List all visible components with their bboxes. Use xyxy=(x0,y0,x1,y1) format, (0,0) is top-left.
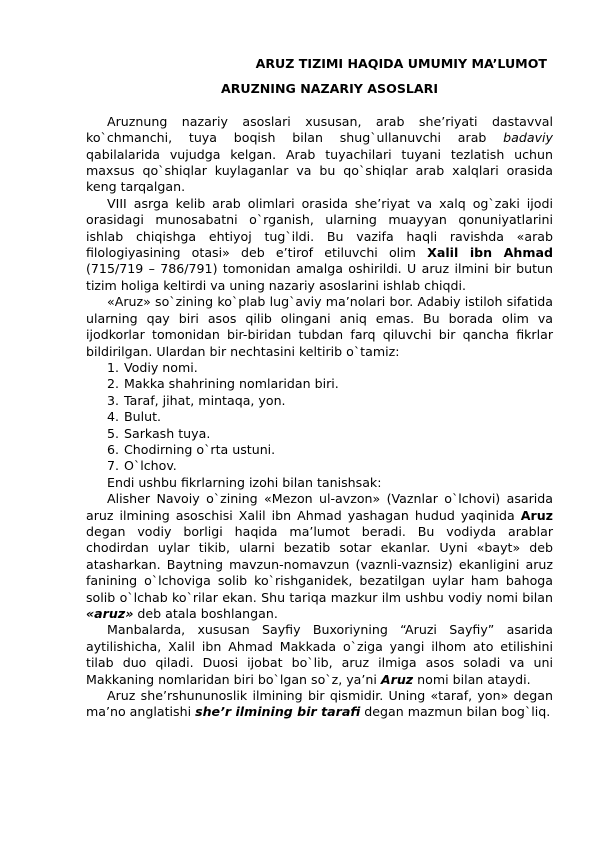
paragraph-7 xyxy=(86,688,553,721)
list-item xyxy=(86,426,553,442)
paragraph-7-text-a: Aruz she’rshununoslik ilmining bir qismidir. Uning «taraf, yon» degan ma’no anglatishi xyxy=(86,688,553,720)
paragraph-6-text-a: Manbalarda, xususan Sayfiy Buxoriyning “Aruzi Sayfiy” asarida aytilishicha, Xalil ibn Ahmad Makkada o`ziga yangi ilhom ato etilishini tilab duo qiladi. Duosi ijobat bo`lib, aruz ilmiga asos soladi va uni Makkaning nomlaridan biri bo`lgan so`z, ya’ni xyxy=(86,622,553,687)
paragraph-7-text-c: degan mazmun bilan bog`liq. xyxy=(360,704,551,720)
list-item-number: 6. xyxy=(107,441,120,457)
paragraph-1-italic-term: badaviy xyxy=(503,130,553,146)
paragraph-5-bold-term: Aruz xyxy=(520,507,553,523)
list-item xyxy=(86,376,553,392)
paragraph-5-text-e: deb atala boshlangan. xyxy=(133,606,278,621)
paragraph-6-bold-italic-term: Aruz xyxy=(380,671,414,687)
list-item xyxy=(86,458,553,474)
list-item-number: 1. xyxy=(107,359,120,375)
paragraph-7-bold-italic-phrase: she’r ilmining bir tarafi xyxy=(195,704,361,720)
paragraph-6-text-c: nomi bilan ataydi. xyxy=(413,671,531,687)
paragraph-4: Endi ushbu fikrlarning izohi bilan tanishsak: xyxy=(107,474,382,490)
list-item-text: Chodirning o`rta ustuni. xyxy=(124,441,276,457)
list-item-number: 4. xyxy=(107,409,120,425)
list-item-text: Bulut. xyxy=(124,409,162,425)
list-item xyxy=(86,442,553,458)
list-item-text: Makka shahrining nomlaridan biri. xyxy=(124,376,339,392)
list-item-number: 5. xyxy=(107,425,120,441)
list-item-text: Sarkash tuya. xyxy=(124,425,211,441)
paragraph-2-text-a: VIII asrga kelib arab olimlari orasida she’riyat va xalq og`zaki ijodi orasidagi munosabatni o`rganish, ularning muayyan qonuniyatlarini ishlab chiqishga ehtiyoj tug`ildi. Bu vazifa haqli ravishda «arab filologiyasining otasi» deb e’tirof etiluvchi olim xyxy=(86,195,553,261)
document-page xyxy=(86,56,553,721)
paragraph-3: «Aruz» so`zining ko`plab lug`aviy ma’nolari bor. Adabiy istiloh sifatida ularning qay biri asos qilib olingani aniq emas. Bu borada olim va ijodkorlar tomonidan bir-biridan tubdan farq qiluvchi bir qancha fikrlar bildirilgan. Ulardan bir nechtasini keltirib o`tamiz: xyxy=(86,294,553,359)
list-item-number: 7. xyxy=(107,458,120,474)
section-subtitle: ARUZNING NAZARIY ASOSLARI xyxy=(220,81,439,97)
list-item xyxy=(86,360,553,376)
paragraph-5 xyxy=(86,491,553,622)
document-title: ARUZ TIZIMI HAQIDA UMUMIY MA’LUMOT xyxy=(255,56,547,71)
meanings-list xyxy=(86,360,553,475)
paragraph-5-text-c: degan vodiy borligi haqida ma’lumot beradi. Bu vodiyda arablar chodirdan uylar tikib, ularni bezatib sotar ekanlar. Uyni «bayt» deb atasharkan. Baytning mavzun-nomavzun (vaznli-vaznsiz) ekanligini aruz fanining o`lchoviga solib ko`rishganidek, bezatilgan uylar ham bahoga solib o`lchab ko`rilar ekan. Shu tariqa mazkur ilm ushbu vodiy nomi bilan xyxy=(86,523,553,605)
paragraph-2-bold-name: Xalil ibn Ahmad xyxy=(427,245,554,261)
list-item-text: O`lchov. xyxy=(124,458,177,474)
list-item xyxy=(86,393,553,409)
paragraph-5-text-a: Alisher Navoiy o`zining «Mezon ul-avzon» (Vaznlar o`lchovi) asarida aruz ilmining asoschisi Xalil ibn Ahmad yashagan hudud yaqinida xyxy=(86,491,553,523)
list-item xyxy=(86,409,553,425)
paragraph-6 xyxy=(86,622,553,688)
list-item-text: Vodiy nomi. xyxy=(124,359,198,375)
paragraph-2 xyxy=(86,196,553,294)
list-item-number: 3. xyxy=(107,392,120,408)
paragraph-1 xyxy=(86,114,553,196)
paragraph-1-text-a: Aruznung nazariy asoslari xususan, arab she’riyati dastavval ko`chmanchi, tuya boqish bilan shug`ullanuvchi arab xyxy=(86,113,553,146)
paragraph-5-bold-italic-term: «aruz» xyxy=(86,606,134,621)
paragraph-2-text-c: (715/719 – 786/791) tomonidan amalga oshirildi. U aruz ilmini bir butun tizim holiga keltirdi va uning nazariy asoslarini ishlab chiqdi. xyxy=(86,261,553,293)
paragraph-1-text-c: qabilalarida vujudga kelgan. Arab tuyachilari tuyani tezlatish uchun maxsus qo`shiqlar kuylaganlar va bu qo`shiqlar arab xalqlari orasida keng tarqalgan. xyxy=(86,146,553,195)
list-item-text: Taraf, jihat, mintaqa, yon. xyxy=(124,392,286,408)
list-item-number: 2. xyxy=(107,376,120,392)
